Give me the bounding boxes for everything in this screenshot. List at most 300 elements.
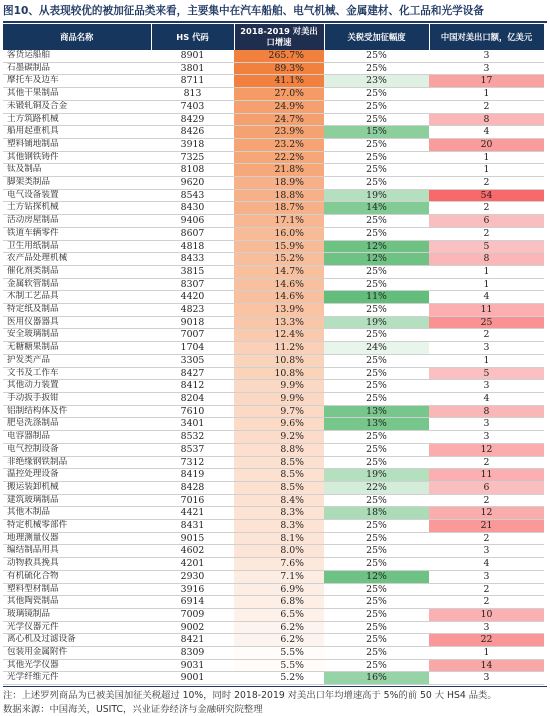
table-row — [3, 88, 544, 101]
cell-tariff: 12% — [324, 253, 429, 266]
table-row — [3, 291, 544, 304]
table-row — [3, 367, 544, 380]
cell-tariff: 16% — [324, 672, 429, 685]
cell-tariff: 25% — [324, 621, 429, 634]
header-tariff: 关税受加征幅度 — [324, 24, 429, 50]
cell-name: 玻璃镜制品 — [3, 608, 151, 621]
cell-name: 土方钻探机械 — [3, 202, 151, 215]
cell-export-value: 17 — [429, 75, 544, 88]
table-row — [3, 380, 544, 393]
cell-export-value: 4 — [429, 392, 544, 405]
cell-export-value: 2 — [429, 494, 544, 507]
cell-name: 电气控制设备 — [3, 443, 151, 456]
cell-growth: 6.9% — [234, 583, 324, 596]
cell-export-value: 14 — [429, 659, 544, 672]
cell-tariff: 25% — [324, 88, 429, 101]
cell-hs-code: 813 — [151, 88, 234, 101]
cell-export-value: 3 — [429, 342, 544, 355]
cell-growth: 5.5% — [234, 659, 324, 672]
cell-growth: 10.8% — [234, 354, 324, 367]
cell-export-value: 6 — [429, 215, 544, 228]
table-row — [3, 329, 544, 342]
cell-tariff: 25% — [324, 138, 429, 151]
header-name: 商品名称 — [3, 24, 151, 50]
cell-name: 金属软管制品 — [3, 278, 151, 291]
cell-export-value: 22 — [429, 634, 544, 647]
cell-tariff: 25% — [324, 647, 429, 660]
table-row — [3, 405, 544, 418]
cell-hs-code: 8309 — [151, 647, 234, 660]
cell-hs-code: 9018 — [151, 316, 234, 329]
cell-hs-code: 3401 — [151, 418, 234, 431]
cell-growth: 8.1% — [234, 532, 324, 545]
cell-hs-code: 8607 — [151, 227, 234, 240]
table-row — [3, 354, 544, 367]
table-note: 注：上述罗列商品为已被美国加征关税超过 10%，同时 2018-2019 对美出口年均增速高于 5%的前 50 大 HS4 品类。 — [3, 690, 497, 701]
cell-name: 无糖糖果制品 — [3, 342, 151, 355]
cell-name: 铁道车辆零件 — [3, 227, 151, 240]
cell-name: 手动扳手扳钳 — [3, 392, 151, 405]
cell-growth: 24.7% — [234, 113, 324, 126]
cell-export-value: 3 — [429, 50, 544, 62]
table-row — [3, 418, 544, 431]
table-row — [3, 392, 544, 405]
cell-tariff: 25% — [324, 443, 429, 456]
cell-name: 文书及工作车 — [3, 367, 151, 380]
cell-export-value: 2 — [429, 532, 544, 545]
table-row — [3, 520, 544, 533]
cell-growth: 7.1% — [234, 570, 324, 583]
cell-export-value: 3 — [429, 62, 544, 75]
cell-name: 非绝缘钢铁制品 — [3, 456, 151, 469]
cell-name: 未锻轧铜及合金 — [3, 100, 151, 113]
table-row — [3, 456, 544, 469]
table-row — [3, 659, 544, 672]
cell-growth: 18.9% — [234, 177, 324, 190]
cell-tariff: 25% — [324, 113, 429, 126]
cell-growth: 17.1% — [234, 215, 324, 228]
cell-hs-code: 8543 — [151, 189, 234, 202]
cell-export-value: 4 — [429, 291, 544, 304]
table-row — [3, 202, 544, 215]
cell-name: 催化剂类制品 — [3, 265, 151, 278]
cell-tariff: 25% — [324, 278, 429, 291]
cell-hs-code: 4420 — [151, 291, 234, 304]
cell-growth: 10.8% — [234, 367, 324, 380]
cell-growth: 41.1% — [234, 75, 324, 88]
cell-export-value: 1 — [429, 88, 544, 101]
cell-name: 护发类产品 — [3, 354, 151, 367]
cell-hs-code: 7009 — [151, 608, 234, 621]
cell-name: 其他动力装置 — [3, 380, 151, 393]
cell-hs-code: 8711 — [151, 75, 234, 88]
cell-hs-code: 8412 — [151, 380, 234, 393]
cell-export-value: 25 — [429, 316, 544, 329]
table-row — [3, 265, 544, 278]
cell-hs-code: 8433 — [151, 253, 234, 266]
cell-export-value: 3 — [429, 570, 544, 583]
table-header-row — [3, 24, 544, 50]
cell-tariff: 23% — [324, 75, 429, 88]
cell-name: 卫生用纸制品 — [3, 240, 151, 253]
table-row — [3, 621, 544, 634]
cell-export-value: 8 — [429, 113, 544, 126]
table-row — [3, 278, 544, 291]
cell-name: 动物救具挽具 — [3, 558, 151, 571]
cell-growth: 5.5% — [234, 647, 324, 660]
cell-growth: 8.4% — [234, 494, 324, 507]
cell-tariff: 25% — [324, 634, 429, 647]
cell-hs-code: 4818 — [151, 240, 234, 253]
table-row — [3, 570, 544, 583]
cell-tariff: 25% — [324, 50, 429, 62]
cell-hs-code: 3918 — [151, 138, 234, 151]
cell-name: 电容器制品 — [3, 431, 151, 444]
cell-hs-code: 9015 — [151, 532, 234, 545]
cell-tariff: 25% — [324, 659, 429, 672]
cell-tariff: 25% — [324, 380, 429, 393]
cell-export-value: 20 — [429, 138, 544, 151]
cell-name: 地理测量仪器 — [3, 532, 151, 545]
cell-export-value: 2 — [429, 456, 544, 469]
cell-hs-code: 3801 — [151, 62, 234, 75]
cell-export-value: 2 — [429, 583, 544, 596]
cell-export-value: 8 — [429, 253, 544, 266]
cell-tariff: 25% — [324, 583, 429, 596]
cell-growth: 6.5% — [234, 608, 324, 621]
cell-name: 其他光学仪器 — [3, 659, 151, 672]
cell-export-value: 1 — [429, 151, 544, 164]
cell-export-value: 3 — [429, 621, 544, 634]
cell-tariff: 25% — [324, 265, 429, 278]
cell-hs-code: 2930 — [151, 570, 234, 583]
header-growth: 2018-2019 对美出口增速 — [234, 24, 324, 50]
cell-growth: 9.9% — [234, 380, 324, 393]
cell-hs-code: 3305 — [151, 354, 234, 367]
table-body — [3, 50, 544, 685]
cell-tariff: 25% — [324, 596, 429, 609]
cell-hs-code: 8428 — [151, 481, 234, 494]
cell-tariff: 19% — [324, 469, 429, 482]
cell-hs-code: 8108 — [151, 164, 234, 177]
cell-export-value: 2 — [429, 227, 544, 240]
cell-growth: 265.7% — [234, 50, 324, 62]
cell-tariff: 25% — [324, 177, 429, 190]
cell-tariff: 25% — [324, 494, 429, 507]
cell-growth: 8.5% — [234, 456, 324, 469]
cell-tariff: 12% — [324, 570, 429, 583]
cell-tariff: 25% — [324, 558, 429, 571]
cell-growth: 89.3% — [234, 62, 324, 75]
cell-name: 土方筑路机械 — [3, 113, 151, 126]
table-row — [3, 50, 544, 62]
table-row — [3, 138, 544, 151]
cell-name: 塑料型材制品 — [3, 583, 151, 596]
cell-hs-code: 8427 — [151, 367, 234, 380]
cell-tariff: 24% — [324, 342, 429, 355]
cell-export-value: 1 — [429, 354, 544, 367]
cell-hs-code: 8204 — [151, 392, 234, 405]
cell-growth: 9.7% — [234, 405, 324, 418]
cell-growth: 18.8% — [234, 189, 324, 202]
cell-growth: 8.0% — [234, 545, 324, 558]
cell-hs-code: 3815 — [151, 265, 234, 278]
table-row — [3, 634, 544, 647]
cell-tariff: 25% — [324, 431, 429, 444]
cell-growth: 18.7% — [234, 202, 324, 215]
table-row — [3, 443, 544, 456]
cell-tariff: 25% — [324, 392, 429, 405]
cell-hs-code: 9031 — [151, 659, 234, 672]
cell-growth: 24.9% — [234, 100, 324, 113]
cell-growth: 14.6% — [234, 291, 324, 304]
cell-growth: 15.9% — [234, 240, 324, 253]
table-row — [3, 596, 544, 609]
cell-name: 铝制结构体及件 — [3, 405, 151, 418]
cell-hs-code: 8537 — [151, 443, 234, 456]
cell-export-value: 12 — [429, 507, 544, 520]
cell-growth: 11.2% — [234, 342, 324, 355]
cell-name: 船用起重机具 — [3, 126, 151, 139]
cell-name: 其他木制品 — [3, 507, 151, 520]
cell-tariff: 25% — [324, 532, 429, 545]
cell-hs-code: 8307 — [151, 278, 234, 291]
cell-tariff: 25% — [324, 227, 429, 240]
table-row — [3, 507, 544, 520]
cell-growth: 9.2% — [234, 431, 324, 444]
cell-name: 脚架类制品 — [3, 177, 151, 190]
header-export-value: 中国对美出口额，亿美元 — [429, 24, 544, 50]
cell-growth: 6.8% — [234, 596, 324, 609]
table-row — [3, 164, 544, 177]
cell-tariff: 25% — [324, 354, 429, 367]
table-row — [3, 469, 544, 482]
cell-name: 搬运装卸机械 — [3, 481, 151, 494]
cell-hs-code: 8430 — [151, 202, 234, 215]
cell-tariff: 25% — [324, 100, 429, 113]
table-row — [3, 177, 544, 190]
table-row — [3, 189, 544, 202]
figure-title: 图10、从表现较优的被加征品类来看，主要集中在汽车船舶、电气机械、金属建材、化工品和光学设备 — [3, 5, 484, 17]
cell-growth: 12.4% — [234, 329, 324, 342]
cell-name: 摩托车及边车 — [3, 75, 151, 88]
cell-tariff: 25% — [324, 62, 429, 75]
table-row — [3, 558, 544, 571]
cell-name: 光学纤维元件 — [3, 672, 151, 685]
cell-export-value: 1 — [429, 278, 544, 291]
table-row — [3, 253, 544, 266]
cell-hs-code: 9001 — [151, 672, 234, 685]
table-row — [3, 583, 544, 596]
cell-tariff: 25% — [324, 151, 429, 164]
cell-tariff: 25% — [324, 164, 429, 177]
cell-name: 木制工艺品具 — [3, 291, 151, 304]
cell-growth: 8.8% — [234, 443, 324, 456]
cell-growth: 23.9% — [234, 126, 324, 139]
cell-growth: 8.3% — [234, 507, 324, 520]
cell-tariff: 25% — [324, 304, 429, 317]
cell-name: 有机硫化合物 — [3, 570, 151, 583]
cell-growth: 5.2% — [234, 672, 324, 685]
cell-hs-code: 8421 — [151, 634, 234, 647]
cell-name: 钛及制品 — [3, 164, 151, 177]
cell-name: 其他陶瓷制品 — [3, 596, 151, 609]
table-row — [3, 431, 544, 444]
table-row — [3, 545, 544, 558]
cell-export-value: 3 — [429, 545, 544, 558]
cell-hs-code: 7007 — [151, 329, 234, 342]
cell-export-value: 1 — [429, 265, 544, 278]
cell-name: 离心机及过滤设备 — [3, 634, 151, 647]
cell-export-value: 4 — [429, 126, 544, 139]
cell-tariff: 25% — [324, 608, 429, 621]
cell-growth: 8.5% — [234, 481, 324, 494]
cell-growth: 14.7% — [234, 265, 324, 278]
cell-tariff: 14% — [324, 202, 429, 215]
cell-growth: 8.5% — [234, 469, 324, 482]
cell-growth: 21.8% — [234, 164, 324, 177]
table-row — [3, 316, 544, 329]
cell-export-value: 11 — [429, 469, 544, 482]
cell-export-value: 54 — [429, 189, 544, 202]
cell-name: 包装用金属附件 — [3, 647, 151, 660]
cell-growth: 22.2% — [234, 151, 324, 164]
cell-name: 编结制品用具 — [3, 545, 151, 558]
cell-export-value: 21 — [429, 520, 544, 533]
cell-hs-code: 8431 — [151, 520, 234, 533]
cell-growth: 13.3% — [234, 316, 324, 329]
cell-name: 特定机械零部件 — [3, 520, 151, 533]
cell-tariff: 18% — [324, 507, 429, 520]
cell-name: 其他钢铁铸件 — [3, 151, 151, 164]
data-source: 数据来源：中国海关，USITC，兴业证券经济与金融研究院整理 — [3, 704, 263, 715]
cell-name: 塑料铺地制品 — [3, 138, 151, 151]
cell-tariff: 25% — [324, 215, 429, 228]
cell-export-value: 2 — [429, 177, 544, 190]
cell-export-value: 2 — [429, 596, 544, 609]
cell-name: 建筑玻璃制品 — [3, 494, 151, 507]
cell-export-value: 2 — [429, 329, 544, 342]
cell-name: 农产品处理机械 — [3, 253, 151, 266]
cell-tariff: 25% — [324, 520, 429, 533]
table-row — [3, 647, 544, 660]
cell-growth: 8.3% — [234, 520, 324, 533]
cell-name: 光学仪器元件 — [3, 621, 151, 634]
cell-export-value: 3 — [429, 380, 544, 393]
cell-hs-code: 7403 — [151, 100, 234, 113]
cell-tariff: 12% — [324, 240, 429, 253]
cell-hs-code: 9406 — [151, 215, 234, 228]
cell-export-value: 2 — [429, 100, 544, 113]
cell-export-value: 12 — [429, 443, 544, 456]
cell-growth: 6.2% — [234, 634, 324, 647]
cell-hs-code: 4823 — [151, 304, 234, 317]
cell-tariff: 13% — [324, 418, 429, 431]
cell-tariff: 25% — [324, 329, 429, 342]
table-bottom-line — [3, 686, 547, 687]
cell-name: 石墨碳制品 — [3, 62, 151, 75]
cell-growth: 9.9% — [234, 392, 324, 405]
cell-hs-code: 6914 — [151, 596, 234, 609]
table-row — [3, 240, 544, 253]
cell-export-value: 10 — [429, 608, 544, 621]
cell-hs-code: 4602 — [151, 545, 234, 558]
cell-name: 其他干果制品 — [3, 88, 151, 101]
cell-hs-code: 8419 — [151, 469, 234, 482]
cell-hs-code: 9002 — [151, 621, 234, 634]
cell-growth: 9.6% — [234, 418, 324, 431]
table-row — [3, 608, 544, 621]
cell-name: 活动房屋制品 — [3, 215, 151, 228]
cell-name: 客货运船舶 — [3, 50, 151, 62]
cell-hs-code: 1704 — [151, 342, 234, 355]
cell-tariff: 25% — [324, 456, 429, 469]
table-row — [3, 113, 544, 126]
cell-tariff: 19% — [324, 316, 429, 329]
table-row — [3, 151, 544, 164]
cell-export-value: 4 — [429, 558, 544, 571]
cell-export-value: 5 — [429, 367, 544, 380]
cell-name: 特定纸及制品 — [3, 304, 151, 317]
cell-growth: 14.6% — [234, 278, 324, 291]
cell-name: 安全玻璃制品 — [3, 329, 151, 342]
cell-export-value: 3 — [429, 672, 544, 685]
table-row — [3, 62, 544, 75]
cell-hs-code: 4201 — [151, 558, 234, 571]
cell-growth: 7.6% — [234, 558, 324, 571]
table-row — [3, 481, 544, 494]
cell-hs-code: 7312 — [151, 456, 234, 469]
tariff-goods-table — [3, 24, 545, 685]
cell-export-value: 2 — [429, 202, 544, 215]
cell-hs-code: 8532 — [151, 431, 234, 444]
cell-export-value: 5 — [429, 240, 544, 253]
cell-hs-code: 9620 — [151, 177, 234, 190]
table-row — [3, 342, 544, 355]
cell-growth: 27.0% — [234, 88, 324, 101]
table-row — [3, 672, 544, 685]
cell-export-value: 6 — [429, 481, 544, 494]
table-row — [3, 126, 544, 139]
table-row — [3, 494, 544, 507]
cell-hs-code: 8429 — [151, 113, 234, 126]
table-row — [3, 532, 544, 545]
header-hs-code: HS 代码 — [151, 24, 234, 50]
cell-name: 医用仪器器具 — [3, 316, 151, 329]
cell-hs-code: 7610 — [151, 405, 234, 418]
cell-export-value: 11 — [429, 304, 544, 317]
cell-tariff: 13% — [324, 405, 429, 418]
cell-name: 肥皂洗涤制品 — [3, 418, 151, 431]
cell-name: 温控处理设备 — [3, 469, 151, 482]
cell-growth: 13.9% — [234, 304, 324, 317]
cell-tariff: 22% — [324, 481, 429, 494]
cell-growth: 16.0% — [234, 227, 324, 240]
cell-hs-code: 8426 — [151, 126, 234, 139]
table-row — [3, 100, 544, 113]
cell-export-value: 1 — [429, 647, 544, 660]
cell-hs-code: 7325 — [151, 151, 234, 164]
table-row — [3, 215, 544, 228]
cell-export-value: 3 — [429, 431, 544, 444]
cell-tariff: 11% — [324, 291, 429, 304]
cell-export-value: 1 — [429, 164, 544, 177]
cell-growth: 23.2% — [234, 138, 324, 151]
table-row — [3, 227, 544, 240]
cell-hs-code: 8901 — [151, 50, 234, 62]
cell-export-value: 8 — [429, 405, 544, 418]
cell-tariff: 25% — [324, 367, 429, 380]
